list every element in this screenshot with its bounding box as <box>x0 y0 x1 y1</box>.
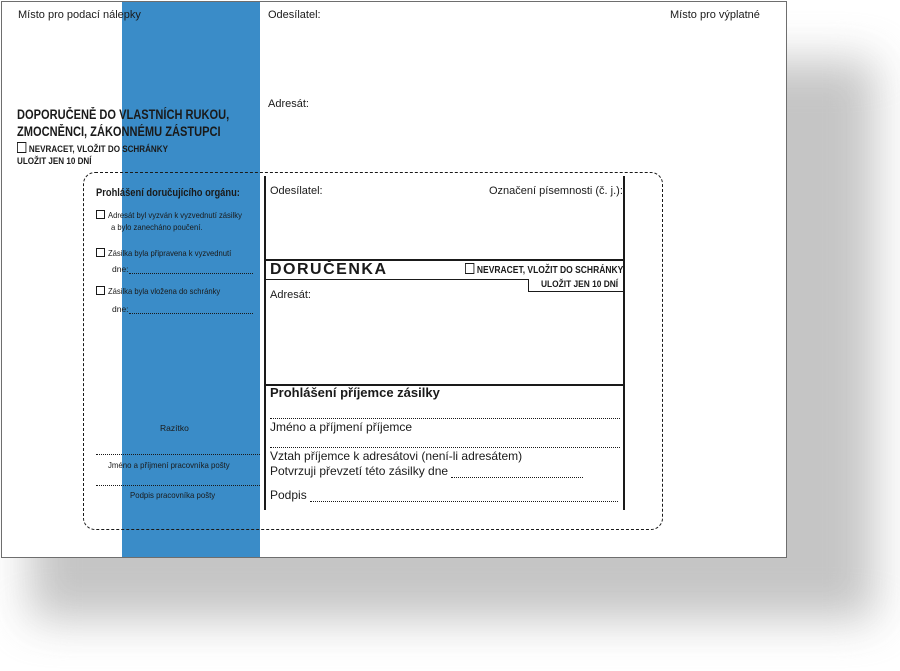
recipient-sign-dotline[interactable] <box>270 418 620 419</box>
receipt-no-return-label: NEVRACET, VLOŽIT DO SCHRÁNKY <box>476 265 624 276</box>
delivery-item-3 <box>96 285 233 297</box>
worker-name-label: Jméno a příjmení pracovníka pošty <box>108 460 230 470</box>
sign-line[interactable] <box>270 488 620 502</box>
delivery-item-2 <box>96 247 245 259</box>
receipt-no-return <box>465 263 651 276</box>
worker-name-line[interactable] <box>96 454 260 455</box>
item3-date-line[interactable] <box>112 304 260 314</box>
delivery-org-title: Prohlášení doručujícího orgánu: <box>96 187 240 199</box>
receipt-title: DORUČENKA <box>270 261 388 278</box>
service-notice <box>17 106 276 168</box>
item3-checkbox[interactable] <box>96 286 105 295</box>
envelope-form <box>1 1 787 558</box>
item3-text: Zásilka byla vložena do schránky <box>108 286 221 296</box>
postage-label: Místo pro výplatné <box>670 9 760 21</box>
delivery-item-1 <box>96 209 257 233</box>
store-label: ULOŽIT JEN 10 DNÍ <box>17 156 92 167</box>
receipt-store-label: ULOŽIT JEN 10 DNÍ <box>541 279 619 290</box>
service-line-1: DOPORUČENĚ DO VLASTNÍCH RUKOU, <box>17 107 230 122</box>
worker-sign-label: Podpis pracovníka pošty <box>130 490 216 500</box>
worker-sign-line[interactable] <box>96 485 260 486</box>
receipt-right-border <box>623 176 625 510</box>
recipient-name-dotline[interactable] <box>270 447 620 448</box>
confirm-line[interactable] <box>270 464 620 478</box>
item2-date-line[interactable] <box>112 264 260 274</box>
declaration-title: Prohlášení příjemce zásilky <box>270 385 440 400</box>
receipt-addressee-label: Adresát: <box>270 289 311 301</box>
confirm-label: Potvrzuji převzetí této zásilky dne <box>270 464 449 478</box>
podaci-label: Místo pro podací nálepky <box>18 9 141 21</box>
addressee-label: Adresát: <box>268 98 309 110</box>
receipt-reference-label: Označení písemnosti (č. j.): <box>489 185 623 197</box>
relation-label: Vztah příjemce k adresátovi (není-li adresátem) <box>270 449 523 463</box>
item3-date-label: dne: <box>112 304 129 314</box>
sender-label: Odesílatel: <box>268 9 321 21</box>
receipt-title-bottom-line <box>264 279 529 280</box>
stamp-label: Razítko <box>160 423 189 433</box>
item1-line-2: a bylo zanecháno poučení. <box>111 222 203 232</box>
item1-checkbox[interactable] <box>96 210 105 219</box>
no-return-label: NEVRACET, VLOŽIT DO SCHRÁNKY <box>28 144 168 155</box>
service-line-2: ZMOCNĚNCI, ZÁKONNÉMU ZÁSTUPCI <box>17 124 221 139</box>
sign-label: Podpis <box>270 488 307 502</box>
item2-checkbox[interactable] <box>96 248 105 257</box>
item2-date-label: dne: <box>112 264 129 274</box>
store-box-bottom <box>528 291 624 292</box>
item2-text: Zásilka byla připravena k vyzvednutí <box>108 248 232 258</box>
item1-line-1: Adresát byl vyzván k vyzvednutí zásilky <box>108 210 242 220</box>
receipt-no-return-checkbox[interactable] <box>465 263 474 274</box>
no-return-checkbox[interactable] <box>17 142 26 153</box>
recipient-name-label: Jméno a příjmení příjemce <box>270 420 413 434</box>
receipt-sender-label: Odesílatel: <box>270 185 323 197</box>
receipt-left-border <box>264 176 266 510</box>
